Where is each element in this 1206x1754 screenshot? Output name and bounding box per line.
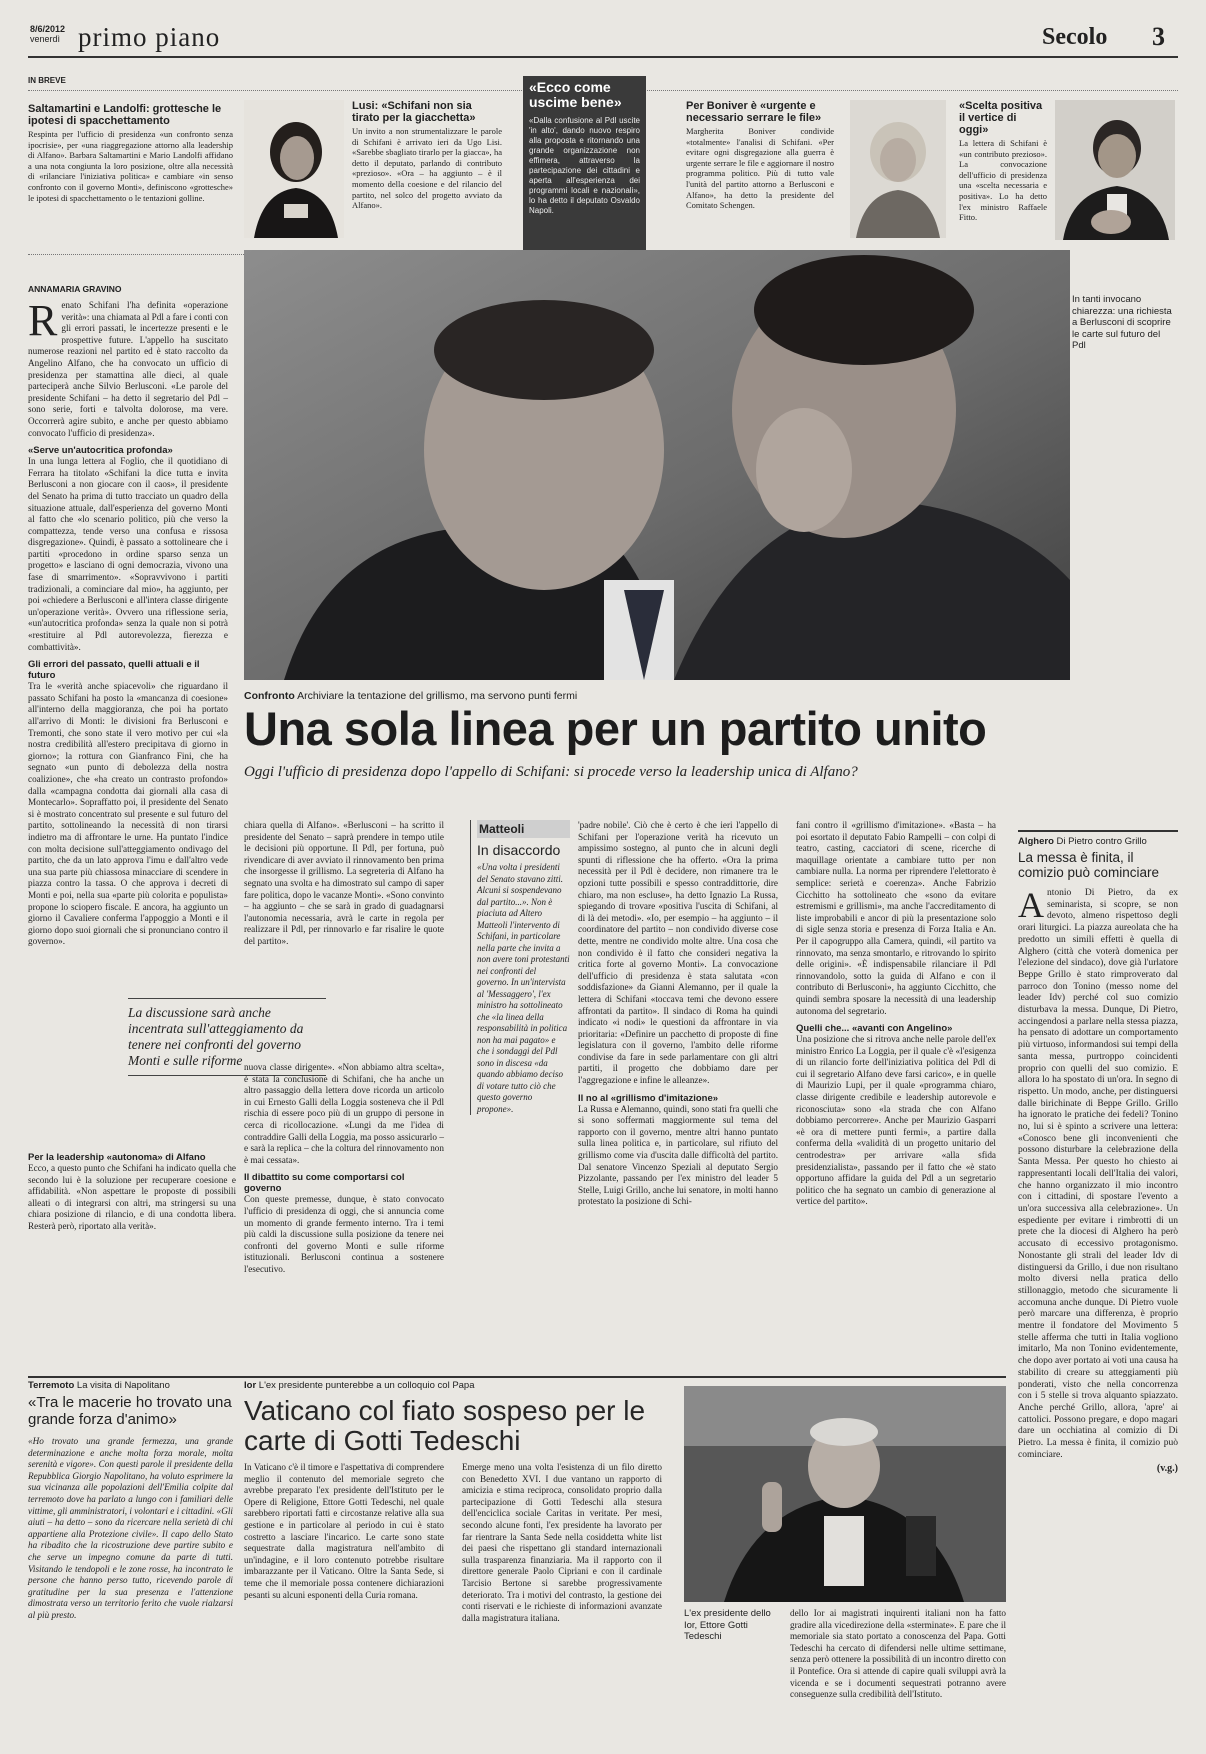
ior-tag: L'ex presidente punterebbe a un colloquio col Papa — [258, 1380, 475, 1391]
ior-photo — [684, 1386, 1006, 1602]
gotti-tedeschi-image — [684, 1386, 1006, 1602]
fitto-body: La lettera di Schifani è «un contributo prezioso». La convocazione dell'ufficio di presidenza una «scelta necessaria e positiva». Lo ha detto l'ex ministro Raffaele Fitto. — [959, 138, 1047, 223]
fitto-title: «Scelta positiva il vertice di oggi» — [959, 100, 1043, 136]
ior-kicker: Ior — [244, 1380, 257, 1391]
article-col2 — [244, 820, 444, 948]
terremoto-box — [28, 1380, 233, 1622]
portrait-woman-image — [244, 100, 344, 238]
caption-text: Archiviare la tentazione del grillismo, ma servono punti fermi — [297, 690, 578, 702]
matteoli-kicker: In disaccordo — [477, 842, 561, 858]
matteoli-box — [470, 820, 570, 1115]
col3-para-2: La Russa e Alemanno, quindi, sono stati fra quelli che si sono soffermati maggiormente sul tema del rapporto con il governo, mentre altri hanno puntato sulla linea politica e, in particolare, sul rifiuto del grillismo come via d'uscita dalle difficoltà del partito. Dal senatore Vincenzo Speziali al deputato Sergio Pizzolante, passando per l'ex ministro del leader 5 Stelle, Luigi Grillo, anche lui senatore, in molti hanno protestato la posizione di Schi- — [578, 1103, 778, 1207]
col1-heading-1: «Serve un'autocritica profonda» — [28, 445, 173, 457]
masthead-date: 8/6/2012 venerdì — [30, 24, 66, 44]
col1-heading-2: Gli errori del passato, quelli attuali e il futuro — [28, 659, 200, 682]
main-subhead: Oggi l'ufficio di presidenza dopo l'appello di Schifani: si procede verso la leadership unica di Alfano? — [244, 764, 858, 780]
ior-para-2: Emerge meno una volta l'esistenza di un filo diretto con Benedetto XVI. I due vantano un rapporto di amicizia e stima reciproca, consolidato proprio dalla partecipazione di Gotti Tedeschi alla stesura dell'enciclica sociale Caritas in veritate. Per mesi, secondo alcune fonti, l'ex presidente ha lavorato per far rientrare la Santa Sede nella cosiddetta white list dei paesi che rispettano gli standard internazionali sulla trasparenza finanziaria. Ma il rapporto con il direttore generale Paolo Cipriani e con il cardinale Tarcisio Bertone si sarebbe progressivamente deteriorato. Tra i motivi del contrasto, la gestione dei conti riservati e le richieste di informazioni avanzate dalla magistratura italiana. — [462, 1462, 662, 1623]
alghero-body: Antonio Di Pietro, da ex seminarista, si scopre, se non devoto, almeno rispettoso degli orari liturgici. La piazza aureolata che ha predotto un simili effetti è quella di Alghero (città che voterà domenica per l'elezione del sindaco), dove già l'urlatore Beppe Grillo è stato rimproverato dal parroco don Tonino (messo nome del leader Idv) perché col suo comizio disturbava la messa. Dunque, Di Pietro, accingendosi a parlare nella stessa piazza, ha pensato di adottare un comportamento più virtuoso, informandosi sui tempi della santa messa, purtroppo coincidenti proprio con quelli del suo comizio. E allora lo ha spostato di un'ora. In segno di rispetto. Un modo, anche, per distinguersi dalle birichinate di Beppe Grillo. Grillo ha ignorato le pratiche dei fedeli? Tonino no, lui si è spinto a scrivere una lettera: «Conosco bene gli inconvenienti che possono disturbare la celebrazione della Santa Messa. Per questo ho chiesto ai rappresentanti locali dell'Italia dei valori, che hanno organizzato il mio incontro con i cittadini, di spostare l'evento a un'ora successiva alla celebrazione». Un espediente per evitare i rimbrotti di un prete che la diocesi di Alghero ha però accusato di eccessivo protagonismo. Nonostante gli strali del leader Idv di distinguersi da Grillo, i due non risultano molto diversi nella pratica dello stillonaggio, metodo che sicuramente li accomuna anche dunque. Di Pietro vuole però marcare una differenza, è proprio mentre il fondatore del Movimento 5 stelle afferma che tutti in Italia vogliono imitarlo, Ma non Tonino evidentemente, che dopo aver portato ai voti una causa ha stabilito di creare su atteggiamenti più ponderati, visto che nella concorrenza con i 5 stelle si trova alquanto spiazzato. Anche perché Grillo, allora, 'apre' ai cattolici. Possono pregare, e dopo magari dare un occhiatina al comizio di Di Pietro. La messa è finita, il comizio può cominciare. — [1018, 885, 1178, 1460]
terremoto-kicker: Terremoto — [28, 1380, 75, 1391]
ior-headline: Vaticano col fiato sospeso per le carte di Gotti Tedeschi — [244, 1395, 646, 1456]
page-number: 3 — [1152, 22, 1165, 51]
alghero-tag: Di Pietro contro Grillo — [1056, 836, 1147, 847]
boniver-title: Per Boniver è «urgente e necessario serrare le file» — [686, 100, 822, 124]
terremoto-tag: La visita di Napolitano — [76, 1380, 170, 1391]
alghero-title: La messa è finita, il comizio può cominciare — [1018, 850, 1160, 880]
alghero-kicker: Alghero — [1018, 836, 1054, 847]
main-photo — [244, 250, 1070, 680]
matteoli-name: Matteoli — [477, 820, 570, 838]
col2-para-1: chiara quella di Alfano». «Berlusconi – ha scritto il presidente del Senato – saprà prendere in tempo utile le decisioni più opportune. Il Pdl, per fortuna, può rivendicare di aver avviato il rinnovamento ben prima che insorgesse il grillismo. La segreteria di Alfano ha segnato una svolta e ha dimostrato sul campo di saper fare politica, dopo le vacanze Monti». «Sono convinto – ha aggiunto – che se sarà in grado di guadagnarsi l'autonomia necessaria, avrà le carte in regola per realizzare il Pdl, per rinnovarlo e far risalire le quote del partito». — [244, 820, 444, 946]
ior-para-3: dello Ior ai magistrati inquirenti italiani non ha fatto gradire alla vicedirezione della «sterminate». E pare che il memoriale sia stato portato a conoscenza del Papa. Gotti Tedeschi ha cercato di difendersi nelle ultime settimane, senza però ottenere la possibilità di un incontro diretto con il Pontefice. Ora si attende di capire quali sviluppi avrà la vicenda e se i documenti sequestrati potranno avere conseguenze sulla credibilità dell'Istituto. — [790, 1608, 1006, 1700]
lusi-body: Un invito a non strumentalizzare le parole di Schifani è arrivato ieri da Ugo Lisi. «Sarebbe sbagliato tirarlo per la giacca», ha detto il deputato, parlando di contributo «prezioso». «Ora – ha aggiunto – è il momento della coesione e del rilancio del partito, nel solco del progetto avviato da Alfano». — [352, 126, 502, 211]
col1-heading-3: Per la leadership «autonoma» di Alfano — [28, 1152, 206, 1163]
col1-bottom — [28, 1152, 236, 1233]
ior-col2 — [462, 1462, 662, 1624]
portrait-woman-blonde-image — [850, 100, 946, 238]
brief-box — [28, 76, 233, 203]
bottom-section-rule — [28, 1376, 1006, 1378]
portrait-man-image — [1055, 100, 1175, 240]
col1-para-3: Tra le «verità anche spiacevoli» che riguardano il passato Schifani ha posto la «mancanza di coesione» all'interno della maggioranza, che poi ha portato all'arrivo di Monti: le divisioni fra Berlusconi e Tremonti, che sono state il vero motivo per cui «la nostra credibilità all'estero precipitava di giorno in giorno»; la rottura con Gianfranco Fini, che ha segnato «un punto di debolezza della nostra coalizione», che «ha creato un contrasto profondo» dalla «campagna condotta dai giornali alla casa di Montecarlo». Sopraffatto poi, il presidente del Senato si è mostrato concentrato sul presente e sul futuro del partito, sottolineando la necessità di non tirarsi indietro ma di affrontare le urne. Ha puntato l'indice con molta decisione sull'atteggiamento ondivago del partito, che da un lato approva l'imu e dall'altro vede una sua parte più chiassosa minacciare di scendere in piazza contro la tassa. O che approva i decreti di Monti e poi, nella sua «parte più colorita e populista» propone lo sciopero fiscale. E ancora, ha aggiunto un giorno il Cavaliere conferma l'appoggio a Monti e il giorno dopo suoi giornali che si pronunciano contro il governo». — [28, 681, 228, 947]
ior-col3 — [790, 1608, 1006, 1701]
berlusconi-alfano-image — [244, 250, 1070, 680]
brief-body: Respinta per l'ufficio di presidenza «un confronto senza ipocrisie», per «una riaggregazione attorno alla leadership di Alfano». Barbara Saltamartini e Mario Landolfi affidano a una nota congiunta la loro posizione, oltre alla necessità di «rilanciare l'iniziativa politica» e cambiare «in senso confronto con il governo Monti», definiscono «grottesche» le ipotesi di spacchettamento o le tentazioni golline. — [28, 129, 233, 203]
drop-cap: R — [28, 296, 58, 345]
col4-para-1: fani contro il «grillismo d'imitazione». «Basta – ha poi esortato il deputato Fabio Rampelli – con colpi di teatro, casting, cacciatori di scene, ricerche di maquillage orientate a cambiare tutto per non cambiare nulla. La norma per riprendere l'elettorato è semplice: serietà e coerenza». Anche Fabrizio Cicchitto ha sottolineato che «sono da evitare estremismi e grillismi», ma anche l'accreditamento di liste improbabili e ancor di più la presentazione solo di sigle senza storia e presenza di Forza Italia e An. Per il capogruppo alla Camera, quindi, «il partito va rinnovato, ma senza smontarlo, e ritrovando lo spirito delle origini». «È indispensabile rilanciare il Pdl rinnovandolo, sotto la guida di Alfano e con il contributo di Berlusconi», ha aggiunto Cicchitto, che quindi sembra sposare la necessità di una leadership autonoma del segretario. — [796, 820, 996, 1016]
lusi-title: Lusi: «Schifani non sia tirato per la giacchetta» — [352, 100, 476, 124]
col2-heading-1: Il dibattito su come comportarsi col governo — [244, 1172, 405, 1195]
col2-para-2: nuova classe dirigente». «Non abbiamo altra scelta», è stata la conclusione di Schifani, che ha anche un altro passaggio della lettera dove ricorda un articolo in cui Ernesto Galli della Loggia sosteneva che il Pdl rischia di essere poco più di un gruppo di persone in cerca di ricollocazione. «Lungi da me l'idea di contraddire Galli della Loggia, ma posso assicurarlo – e sarà la replica – che la coltura del rinnovamento non è mai cessata». — [244, 1062, 444, 1165]
caption-kicker: Confronto — [244, 690, 295, 702]
terremoto-body: «Ho trovato una grande fermezza, una grande determinazione e anche molta forza morale, molta serenità e vigore». Con questi parole il presidente della Repubblica Giorgio Napolitano, ha voluto esprimere la sua vicinanza alle popolazioni dell'Emilia colpite dal terremoto dove ha parlato a lungo con i familiari delle vittime, gli amministratori, i volontari e i cittadini. «Gli aiuti – ha detto – sono da ricercare nella serietà di chi appartiene alla Protezione civile». Il capo dello Stato ha ribadito che la ricostruzione deve partire subito e che serve un impegno comune da parte di tutti. Visitando le tendopoli e le zone rosse, ha incontrato le persone che hanno perso tutto, ricevendo parole di gratitudine per la sua presenza e l'attenzione dimostrata verso un territorio ferito che vuole rialzarsi al più presto. — [28, 1436, 233, 1620]
alghero-box — [1018, 836, 1178, 1474]
boniver-box — [686, 100, 834, 211]
matteoli-body: «Una volta i presidenti del Senato stavano zitti. Alcuni si sospendevano dal partito...». Non è piaciuta ad Altero Matteoli l'intervento di Schifani, in particolare nella parte che invita a non avere toni protestanti nei confronti del governo. In un'intervista al 'Messaggero', l'ex ministro ha sottolineato che «la linea della responsabilità in politica non ha mai pagato» e che i sondaggi del Pdl sono in discesa «da quando abbiamo deciso di votare tutto ciò che questo governo propone». — [477, 862, 570, 1114]
section-title: primo piano — [78, 22, 221, 52]
brief-title: Saltamartini e Landolfi: grottesche le ipotesi di spacchettamento — [28, 103, 222, 127]
col1-lead: Renato Schifani l'ha definita «operazione verità»: una chiamata al Pdl a fare i conti con gli errori passati, le incertezze presenti e le prospettive future. L'appello ha suscitato numerose reazioni nel partito ed è stato raccolto da Angelino Alfano, che ha convocato un ufficio di presidenza per stamattina alle dieci, al quale parteciperà anche Silvio Berlusconi. «Le parole del presidente Schifani – ha detto il segretario del Pdl – sono serie, forti e talvolta dolorose, ma vere. Occorrerà agire subito, e anche per questo abbiamo convocato l'ufficio di presidenza». — [28, 296, 228, 438]
article-col2-b — [244, 1062, 444, 1276]
ior-para-1: In Vaticano c'è il timore e l'aspettativa di comprendere meglio il contenuto del memoriale segreto che avrebbe preparato l'ex presidente dell'Istituto per le Opere di Religione, Ettore Gotti Tedeschi, nel quale sarebbero riportati fatti e circostanze relative alla sua gestione e in particolare al periodo in cui è stato costretto a lasciare l'incarico. Le carte sono state sequestrate dalla magistratura nell'ambito di un'indagine, e il loro contenuto potrebbe risultare imbarazzante per il Vaticano. Oltre la Santa Sede, si teme che il memoriale possa contenere dichiarazioni pesanti su alcuni esponenti della Curia romana. — [244, 1462, 444, 1600]
boniver-photo — [850, 100, 946, 238]
col2-para-3: Con queste premesse, dunque, è stato convocato l'ufficio di presidenza di oggi, che si annuncia come un momento di grande fermento interno. Tra i temi più caldi la discussione sulla posizione da tenere nei confronti del governo Monti e sulle riforme istituzionali. Berlusconi continua a sostenere l'esecutivo. — [244, 1194, 444, 1274]
alghero-top-rule — [1018, 830, 1178, 832]
col4-heading-1: Quelli che... «avanti con Angelino» — [796, 1023, 953, 1035]
alghero-kicker-line — [1018, 836, 1178, 847]
alghero-sign: (v.g.) — [1156, 1463, 1178, 1475]
alghero-drop-cap: A — [1018, 885, 1044, 925]
terremoto-kicker-line — [28, 1380, 233, 1391]
col3-para-1: 'padre nobile'. Ciò che è certo è che ieri l'appello di Schifani per l'operazione verità ha ricevuto un ampissimo sostegno, al punto che in alcuni degli spunti di riflessione che ha offerto. «Ora la prima necessità per il Pdl è decidere, non rimanere tra le opzioni tutte possibili e spesso contraddittorie, dire chiaro, ma non escluse», ha detto Ignazio La Russa, spiegando di trovare «positiva l'uscita di Schifani, al di là dei metodi». «Io, per esempio – ha aggiunto – il coordinatore del partito – non condivido diverse cose dette, mentre ne condivido molte altre. Una cosa che non condivido è il fatto che consideri negativa la critica forte al governo Monti». La convocazione dell'ufficio di presidenza è stata salutata «con soddisfazione» da Gianni Alemanno, per il quale la lettera di Schifani «toccava temi che devono essere affrontati da partito». Il sindaco di Roma ha quindi indicato «i nodi» le questioni da affrontare in via prioritaria: «Definire un pacchetto di proposte di fine legislatura con il governo, l'ambito delle riforme condivise da fare in sede parlamentare con gli altri partiti, il progetto che dobbiamo dare per l'aggregazione e infine le alleanze». — [578, 820, 778, 1086]
ecco-title: «Ecco come uscime bene» — [529, 79, 622, 110]
col1-para-4: Ecco, a questo punto che Schifani ha indicato quella che secondo lui è la soluzione per recuperare coesione e affidabilità. «Non aspettare le proposte di possibili alleati o di integrarsi con altri, ma stringersi su una chiara posizione di rilancio, e di una condotta libera. Resterà però, riportato alla verità». — [28, 1163, 236, 1231]
photo-side-caption: In tanti invocano chiarezza: una richiesta a Berlusconi di scoprire le carte sul futuro del Pdl — [1072, 294, 1172, 351]
col1-para-2: In una lunga lettera al Foglio, che il quotidiano di Ferrara ha titolato «Schifani la dice tutta e invita Berlusconi a non giocare con il caos», il presidente del Senato ha prima di tutto tracciato un quadro della situazione attuale, dall'esperienza del governo Monti al fatto che «lo scenario politico, più che verso la compattezza, tende verso una confusa e rissosa disgregazione». Quindi, è passato a sottolineare che i partiti «procedono in ordine sparso senza un progetto» e lasciano di ogni democrazia, vivono una fase di smarrimento». «Sopravvivono i partiti tradizionali, a cominciare dal mio», ha aggiunto, per poi «chiedere a Berlusconi e all'intera classe dirigente un'operazione verità». Ovvero una riflessione seria, «un'autocritica profonda» senza la quale non si potrà «restituire al Pdl autorevolezza, fierezza e combattività». — [28, 456, 228, 652]
pull-quote: La discussione sarà anche incentrata sull'atteggiamento da tenere nei confronti del governo Monti e sulle riforme — [128, 998, 326, 1076]
ior-photo-caption: L'ex presidente dello Ior, Ettore Gotti Tedeschi — [684, 1608, 771, 1642]
briefs-bottom-dots — [28, 254, 248, 255]
terremoto-title: «Tra le macerie ho trovato una grande forza d'animo» — [28, 1394, 232, 1428]
ior-kicker-line — [244, 1380, 475, 1391]
col4-para-2: Una posizione che si ritrova anche nelle parole dell'ex ministro Enrico La Loggia, per il quale c'è «l'esigenza di un rilancio forte dell'iniziativa politica del Pdl di cui il segretario Alfano deve farsi carico», e in quelle di Maurizio Lupi, per il quale «programma chiaro, classe dirigente credibile e leadership autorevole e riconosciuta» sono «la strada che con Alfano dobbiamo percorrere». Anche per Maurizio Gasparri «è ora di mettere punti fermi», a partire dalla conferma della «validità di un progetto unitario del centrodestra» per arrivare «alla sfida presidenzialista», passando per il fatto che «è stato opportuno affidare la guida del Pdl a un segretario politico che ha segnato un cambio di generazione al vertice del partito». — [796, 1034, 996, 1207]
main-headline: Una sola linea per un partito unito — [244, 702, 987, 755]
ecco-body: «Dalla confusione al Pdl uscite 'in alto', dando nuovo respiro alla proposta e ritornando una grande organizzazione non effimera, attraverso la partecipazione dei cittadini e aperta all'esperienza dei programmi locali e nazionali», lo ha detto il deputato Osvaldo Napoli. — [529, 116, 640, 215]
paper-name: Secolo — [1042, 24, 1108, 50]
article-col3 — [578, 820, 778, 1208]
fitto-box — [959, 100, 1047, 223]
article-col1 — [28, 296, 228, 948]
byline: ANNAMARIA GRAVINO — [28, 284, 122, 294]
col3-heading-1: Il no al «grillismo d'imitazione» — [578, 1092, 719, 1104]
brief-kicker: IN BREVE — [28, 76, 66, 85]
boniver-body: Margherita Boniver condivide «totalmente» l'analisi di Schifani. «Per evitare ogni disgregazione alla guerra è urgente serrare le file e aggiornare il nostro programma politico. Più di tutto vale l'unità del partito attorno a Berlusconi e Alfano», ha detto la presidente del Comitato Schengen. — [686, 126, 834, 211]
lusi-box — [352, 100, 502, 211]
fitto-photo — [1055, 100, 1175, 240]
ior-col1 — [244, 1462, 444, 1601]
header-rule — [28, 56, 1178, 58]
saltamartini-photo — [244, 100, 344, 238]
article-col4 — [796, 820, 996, 1208]
